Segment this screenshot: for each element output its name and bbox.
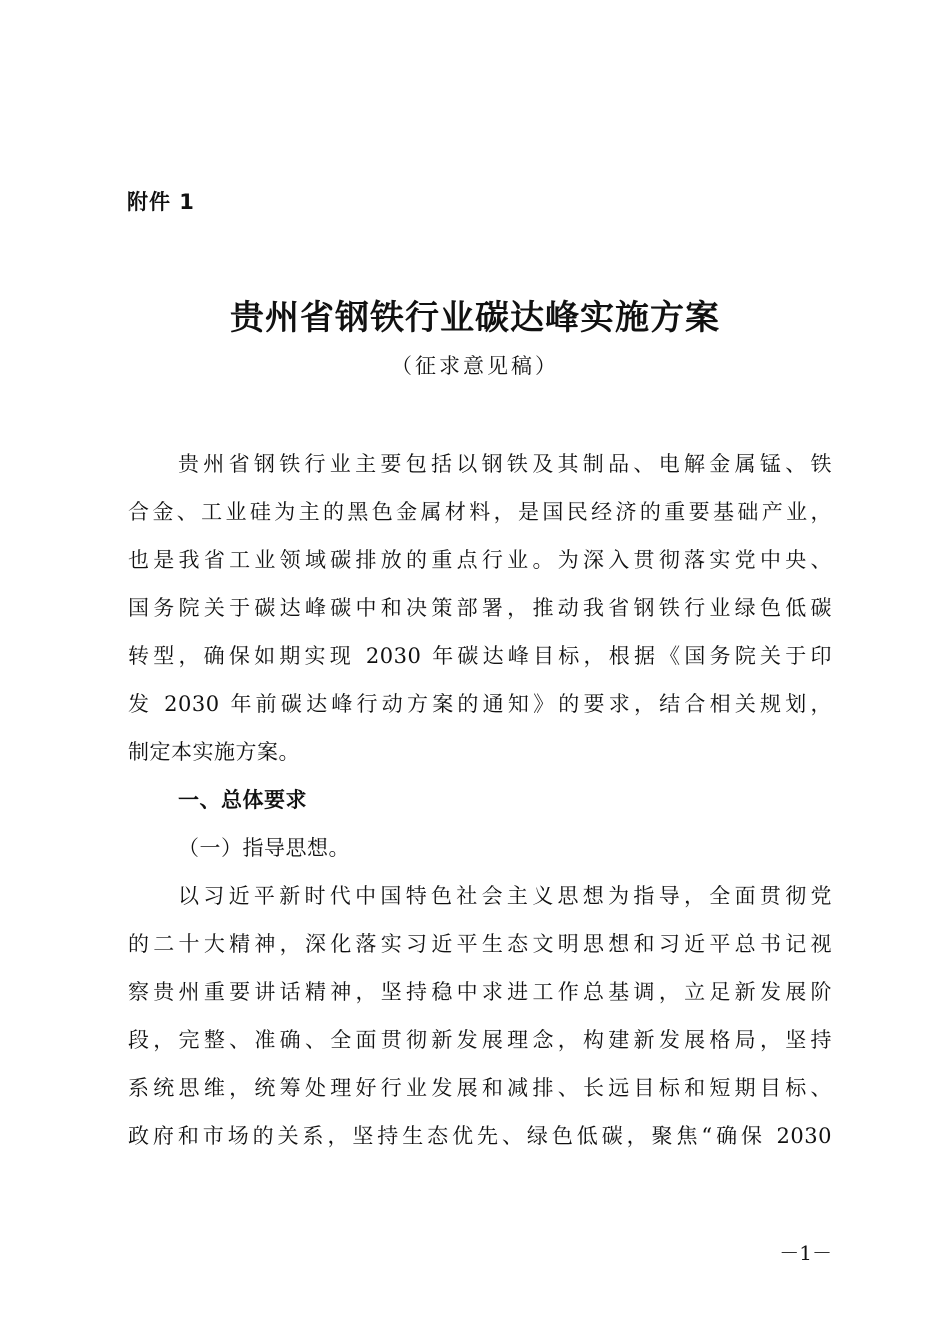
paragraph-line: 国务院关于碳达峰碳中和决策部署，推动我省钢铁行业绿色低碳: [128, 596, 832, 620]
paragraph-line: 合金、工业硅为主的黑色金属材料，是国民经济的重要基础产业，: [128, 500, 832, 524]
document-subtitle: （征求意见稿）: [391, 354, 559, 378]
attachment-label: 附件 1: [127, 190, 195, 214]
page-number: －1－: [779, 1241, 832, 1265]
paragraph-line: 以习近平新时代中国特色社会主义思想为指导，全面贯彻党: [178, 884, 832, 908]
paragraph-line: 发 2030 年前碳达峰行动方案的通知》的要求，结合相关规划，: [128, 692, 832, 716]
paragraph-line: 政府和市场的关系，坚持生态优先、绿色低碳，聚焦“确保 2030: [128, 1124, 832, 1148]
paragraph-line: 察贵州重要讲话精神，坚持稳中求进工作总基调，立足新发展阶: [128, 980, 832, 1004]
paragraph-line: 系统思维，统筹处理好行业发展和减排、长远目标和短期目标、: [128, 1076, 832, 1100]
paragraph-line: 贵州省钢铁行业主要包括以钢铁及其制品、电解金属锰、铁: [178, 452, 832, 476]
paragraph-line: 转型，确保如期实现 2030 年碳达峰目标，根据《国务院关于印: [128, 644, 832, 668]
paragraph-line: 的二十大精神，深化落实习近平生态文明思想和习近平总书记视: [128, 932, 832, 956]
paragraph-line: 制定本实施方案。: [128, 740, 300, 764]
document-title: 贵州省钢铁行业碳达峰实施方案: [230, 298, 720, 338]
paragraph-line: 也是我省工业领域碳排放的重点行业。为深入贯彻落实党中央、: [128, 548, 832, 572]
section-block: [128, 776, 832, 1160]
intro-paragraph: [128, 440, 832, 776]
subsection-heading: （一）指导思想。: [178, 836, 350, 860]
section-heading: 一、总体要求: [178, 788, 307, 812]
paragraph-line: 段，完整、准确、全面贯彻新发展理念，构建新发展格局，坚持: [128, 1028, 832, 1052]
